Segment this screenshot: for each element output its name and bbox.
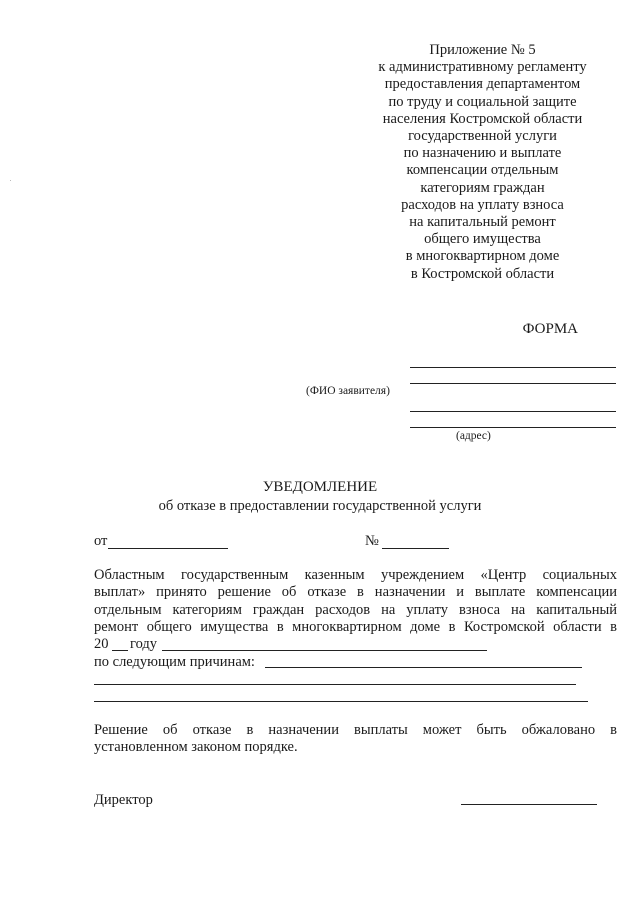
applicant-address-line-1[interactable] [410, 411, 616, 412]
reasons-line-2[interactable] [94, 684, 576, 685]
notice-body-line: Областным государственным казенным учреждением «Центр социальных [94, 567, 617, 583]
number-field[interactable] [382, 548, 449, 549]
notice-subtitle: об отказе в предоставлении государственной услуги [158, 498, 482, 514]
date-field[interactable] [108, 548, 228, 549]
appendix-line: расходов на уплату взноса [401, 196, 564, 213]
appendix-line: по назначению и выплате [403, 145, 562, 162]
appeal-text [94, 722, 617, 757]
appendix-line: общего имущества [424, 231, 541, 248]
signature-field[interactable] [461, 804, 597, 805]
appendix-line: на капитальный ремонт [409, 214, 556, 231]
appendix-line: категориям граждан [420, 179, 545, 196]
appendix-line: государственной услуги [408, 128, 557, 145]
scan-speck [10, 180, 11, 181]
notice-body [94, 567, 617, 636]
appendix-line: компенсации отдельным [406, 162, 559, 179]
year-suffix: году [130, 636, 158, 652]
notice-title: УВЕДОМЛЕНИЕ [262, 479, 378, 495]
appendix-line: по труду и социальной защите [388, 93, 577, 110]
reasons-line-3[interactable] [94, 701, 588, 702]
reasons-line-1[interactable] [265, 667, 582, 668]
notice-body-line: выплат» принято решение об отказе в назначении и выплате компенсации [94, 584, 617, 601]
appendix-line: предоставления департаментом [384, 76, 581, 93]
appendix-line: Приложение № 5 [429, 42, 536, 58]
notice-body-line: отдельным категориям граждан расходов на уплату взноса на капитальный [94, 601, 617, 618]
applicant-name-line-2[interactable] [410, 383, 616, 384]
appendix-line: к административному регламенту [378, 59, 587, 76]
appendix-line: населения Костромской области [382, 110, 583, 127]
appendix-header [350, 42, 615, 283]
form-label: ФОРМА [522, 321, 578, 337]
applicant-address-line-2[interactable] [410, 427, 616, 428]
appeal-line: Решение об отказе в назначении выплаты может быть обжаловано в [94, 722, 617, 738]
year-prefix: 20 [94, 636, 109, 652]
director-label: Директор [94, 792, 153, 808]
year-extra-line[interactable] [162, 650, 487, 651]
number-label: № [365, 533, 379, 549]
applicant-name-label: (ФИО заявителя) [306, 385, 390, 397]
appendix-line: в Костромской области [410, 265, 555, 282]
appeal-line: установленном законом порядке. [94, 739, 298, 756]
appendix-line: в многоквартирном доме [405, 248, 560, 265]
applicant-address-label: (адрес) [456, 430, 491, 442]
notice-body-line: ремонт общего имущества в многоквартирном доме в Костромской области в [94, 618, 617, 635]
applicant-name-line-1[interactable] [410, 367, 616, 368]
reasons-label: по следующим причинам: [94, 654, 255, 670]
year-field[interactable] [112, 650, 128, 651]
date-label: от [94, 533, 108, 549]
